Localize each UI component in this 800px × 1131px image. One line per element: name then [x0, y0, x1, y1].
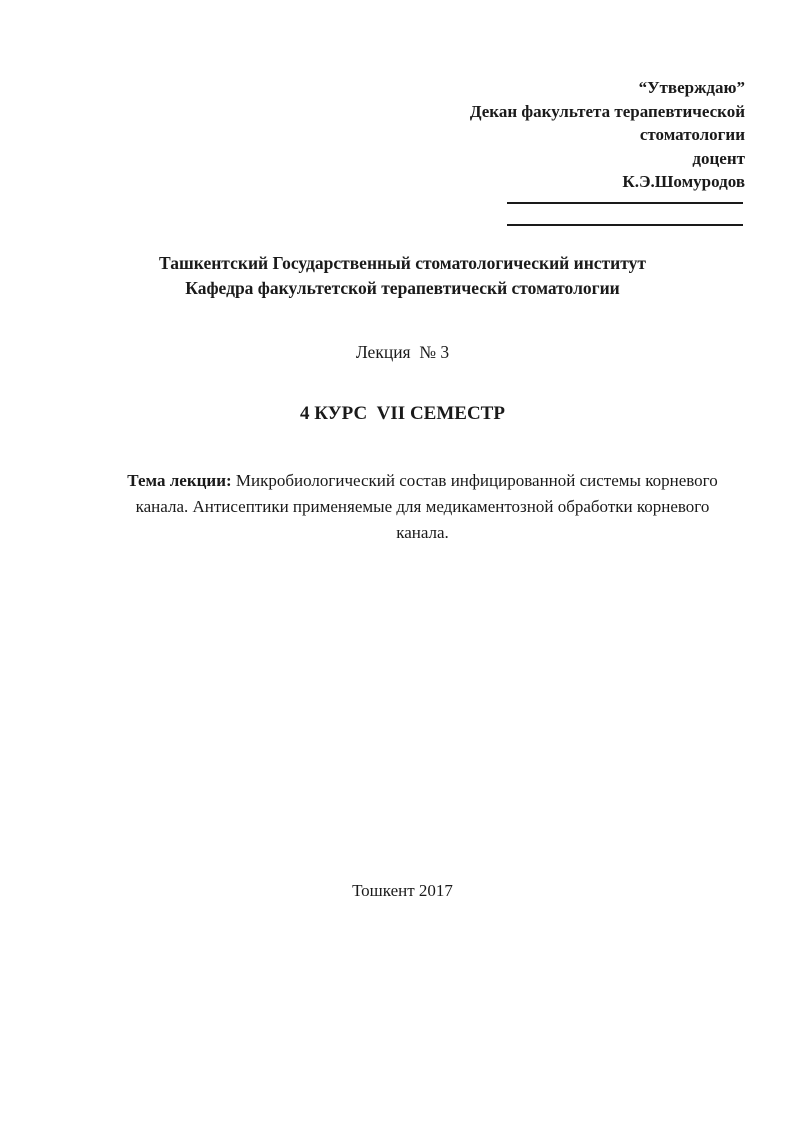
signature-line-2 — [507, 214, 743, 226]
approval-line-dean: Декан факультета терапевтической — [469, 101, 745, 121]
approval-line-faculty: стоматологии — [639, 125, 745, 144]
signature-lines — [507, 192, 743, 236]
department-name: Кафедра факультетской терапевтическй стоматологии — [185, 278, 620, 298]
lecture-topic — [115, 468, 730, 546]
institute-name: Ташкентский Государственный стоматологический институт — [159, 253, 646, 273]
institute-header — [60, 251, 745, 301]
topic-label: Тема лекции: — [127, 471, 232, 490]
approval-block — [275, 76, 745, 194]
signature-line-1 — [507, 192, 743, 204]
approval-line-name: К.Э.Шомуродов — [622, 172, 745, 191]
course-semester: 4 КУРС VII СЕМЕСТР — [300, 403, 505, 424]
topic-text: Микробиологический состав инфицированной системы корневого канала. Антисептики применяемые для медикаментозной обработки корневого канала. — [135, 471, 718, 542]
footer-city-year: Тошкент 2017 — [352, 881, 453, 900]
approval-line-approve: “Утверждаю” — [638, 78, 745, 97]
lecture-number: Лекция № 3 — [355, 342, 450, 362]
approval-line-docent: доцент — [692, 148, 745, 168]
